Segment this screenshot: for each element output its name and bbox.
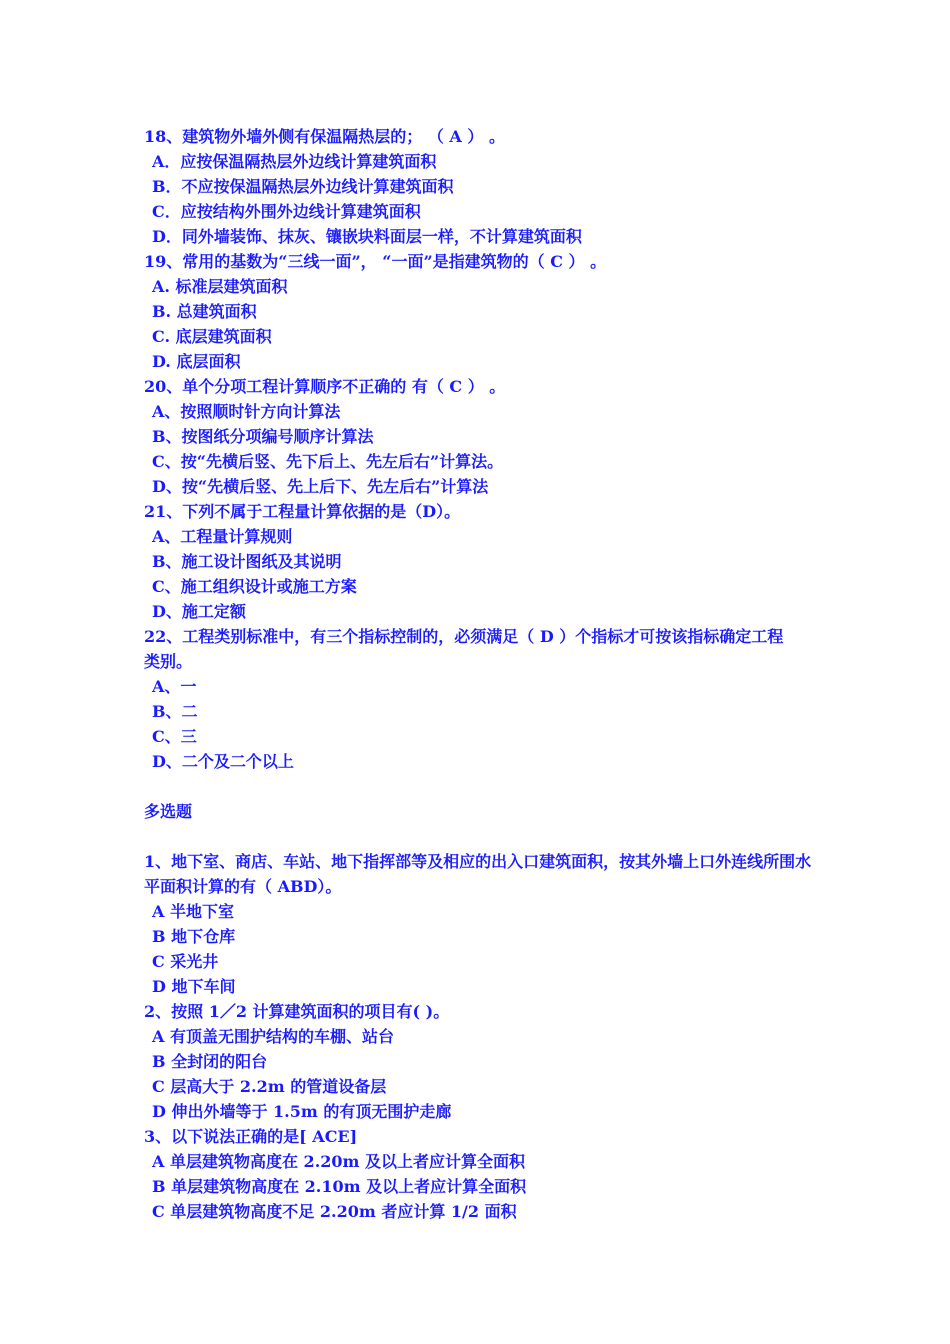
question-22-stem: 22、工程类别标准中，有三个指标控制的，必须满足（ D ）个指标才可按该指标确定工程 [144,627,784,646]
question-list [144,124,814,1224]
multi-question-1-stem-continued: 平面积计算的有（ ABD）。 [144,877,342,896]
question-18-stem: 18、建筑物外墙外侧有保温隔热层的； （ A ） 。 [144,127,505,146]
multi-question-3-option-a: A 单层建筑物高度在 2.20m 及以上者应计算全面积 [152,1152,526,1171]
multi-question-2-option-b: B 全封闭的阳台 [152,1052,268,1071]
multi-question-1-stem: 1、地下室、商店、车站、地下指挥部等及相应的出入口建筑面积，按其外墙上口外连线所围水 [144,852,812,871]
question-19-option-a: A. 标准层建筑面积 [152,277,288,296]
question-19-option-d: D. 底层面积 [152,352,241,371]
question-22-stem-continued: 类别。 [144,652,193,671]
question-20-option-b: B、按图纸分项编号顺序计算法 [152,427,374,446]
question-18-option-c: C．应按结构外围外边线计算建筑面积 [152,202,421,221]
question-22-option-d: D、二个及二个以上 [152,752,294,771]
multi-question-3-option-b: B 单层建筑物高度在 2.10m 及以上者应计算全面积 [152,1177,527,1196]
multi-question-1-option-d: D 地下车间 [152,977,236,996]
question-22-option-c: C、三 [152,727,197,746]
question-20-stem: 20、单个分项工程计算顺序不正确的 有（ C ） 。 [144,377,506,396]
question-20-option-a: A、按照顺时针方向计算法 [152,402,341,421]
spacer [144,824,814,849]
question-19-option-b: B. 总建筑面积 [152,302,257,321]
multi-question-1-option-a: A 半地下室 [152,902,234,921]
question-21-option-d: D、施工定额 [152,602,246,621]
question-18-option-d: D．同外墙装饰、抹灰、镶嵌块料面层一样，不计算建筑面积 [152,227,582,246]
multi-question-2-option-d: D 伸出外墙等于 1.5m 的有顶无围护走廊 [152,1102,452,1121]
spacer [144,774,814,799]
question-21-option-c: C、施工组织设计或施工方案 [152,577,357,596]
multi-question-3-stem: 3、以下说法正确的是[ ACE] [144,1127,358,1146]
multi-question-2-option-a: A 有顶盖无围护结构的车棚、站台 [152,1027,394,1046]
question-21-option-a: A、工程量计算规则 [152,527,293,546]
question-18-option-a: A．应按保温隔热层外边线计算建筑面积 [152,152,437,171]
question-20-option-d: D、按“先横后竖、先上后下、先左后右”计算法 [152,477,489,496]
question-22-option-b: B、二 [152,702,198,721]
multi-question-1-option-b: B 地下仓库 [152,927,236,946]
question-22-option-a: A、一 [152,677,197,696]
question-18-option-b: B．不应按保温隔热层外边线计算建筑面积 [152,177,454,196]
multi-question-1-option-c: C 采光井 [152,952,219,971]
question-21-option-b: B、施工设计图纸及其说明 [152,552,342,571]
question-19-option-c: C. 底层建筑面积 [152,327,272,346]
question-21-stem: 21、下列不属于工程量计算依据的是（D）。 [144,502,461,521]
multi-question-2-stem: 2、按照 1／2 计算建筑面积的项目有( )。 [144,1002,450,1021]
multi-question-3-option-c: C 单层建筑物高度不足 2.20m 者应计算 1/2 面积 [152,1202,517,1221]
section-title-multiple-choice: 多选题 [144,802,193,821]
question-19-stem: 19、常用的基数为“三线一面”， “一面”是指建筑物的（ C ） 。 [144,252,607,271]
multi-question-2-option-c: C 层高大于 2.2m 的管道设备层 [152,1077,387,1096]
question-20-option-c: C、按“先横后竖、先下后上、先左后右”计算法。 [152,452,504,471]
